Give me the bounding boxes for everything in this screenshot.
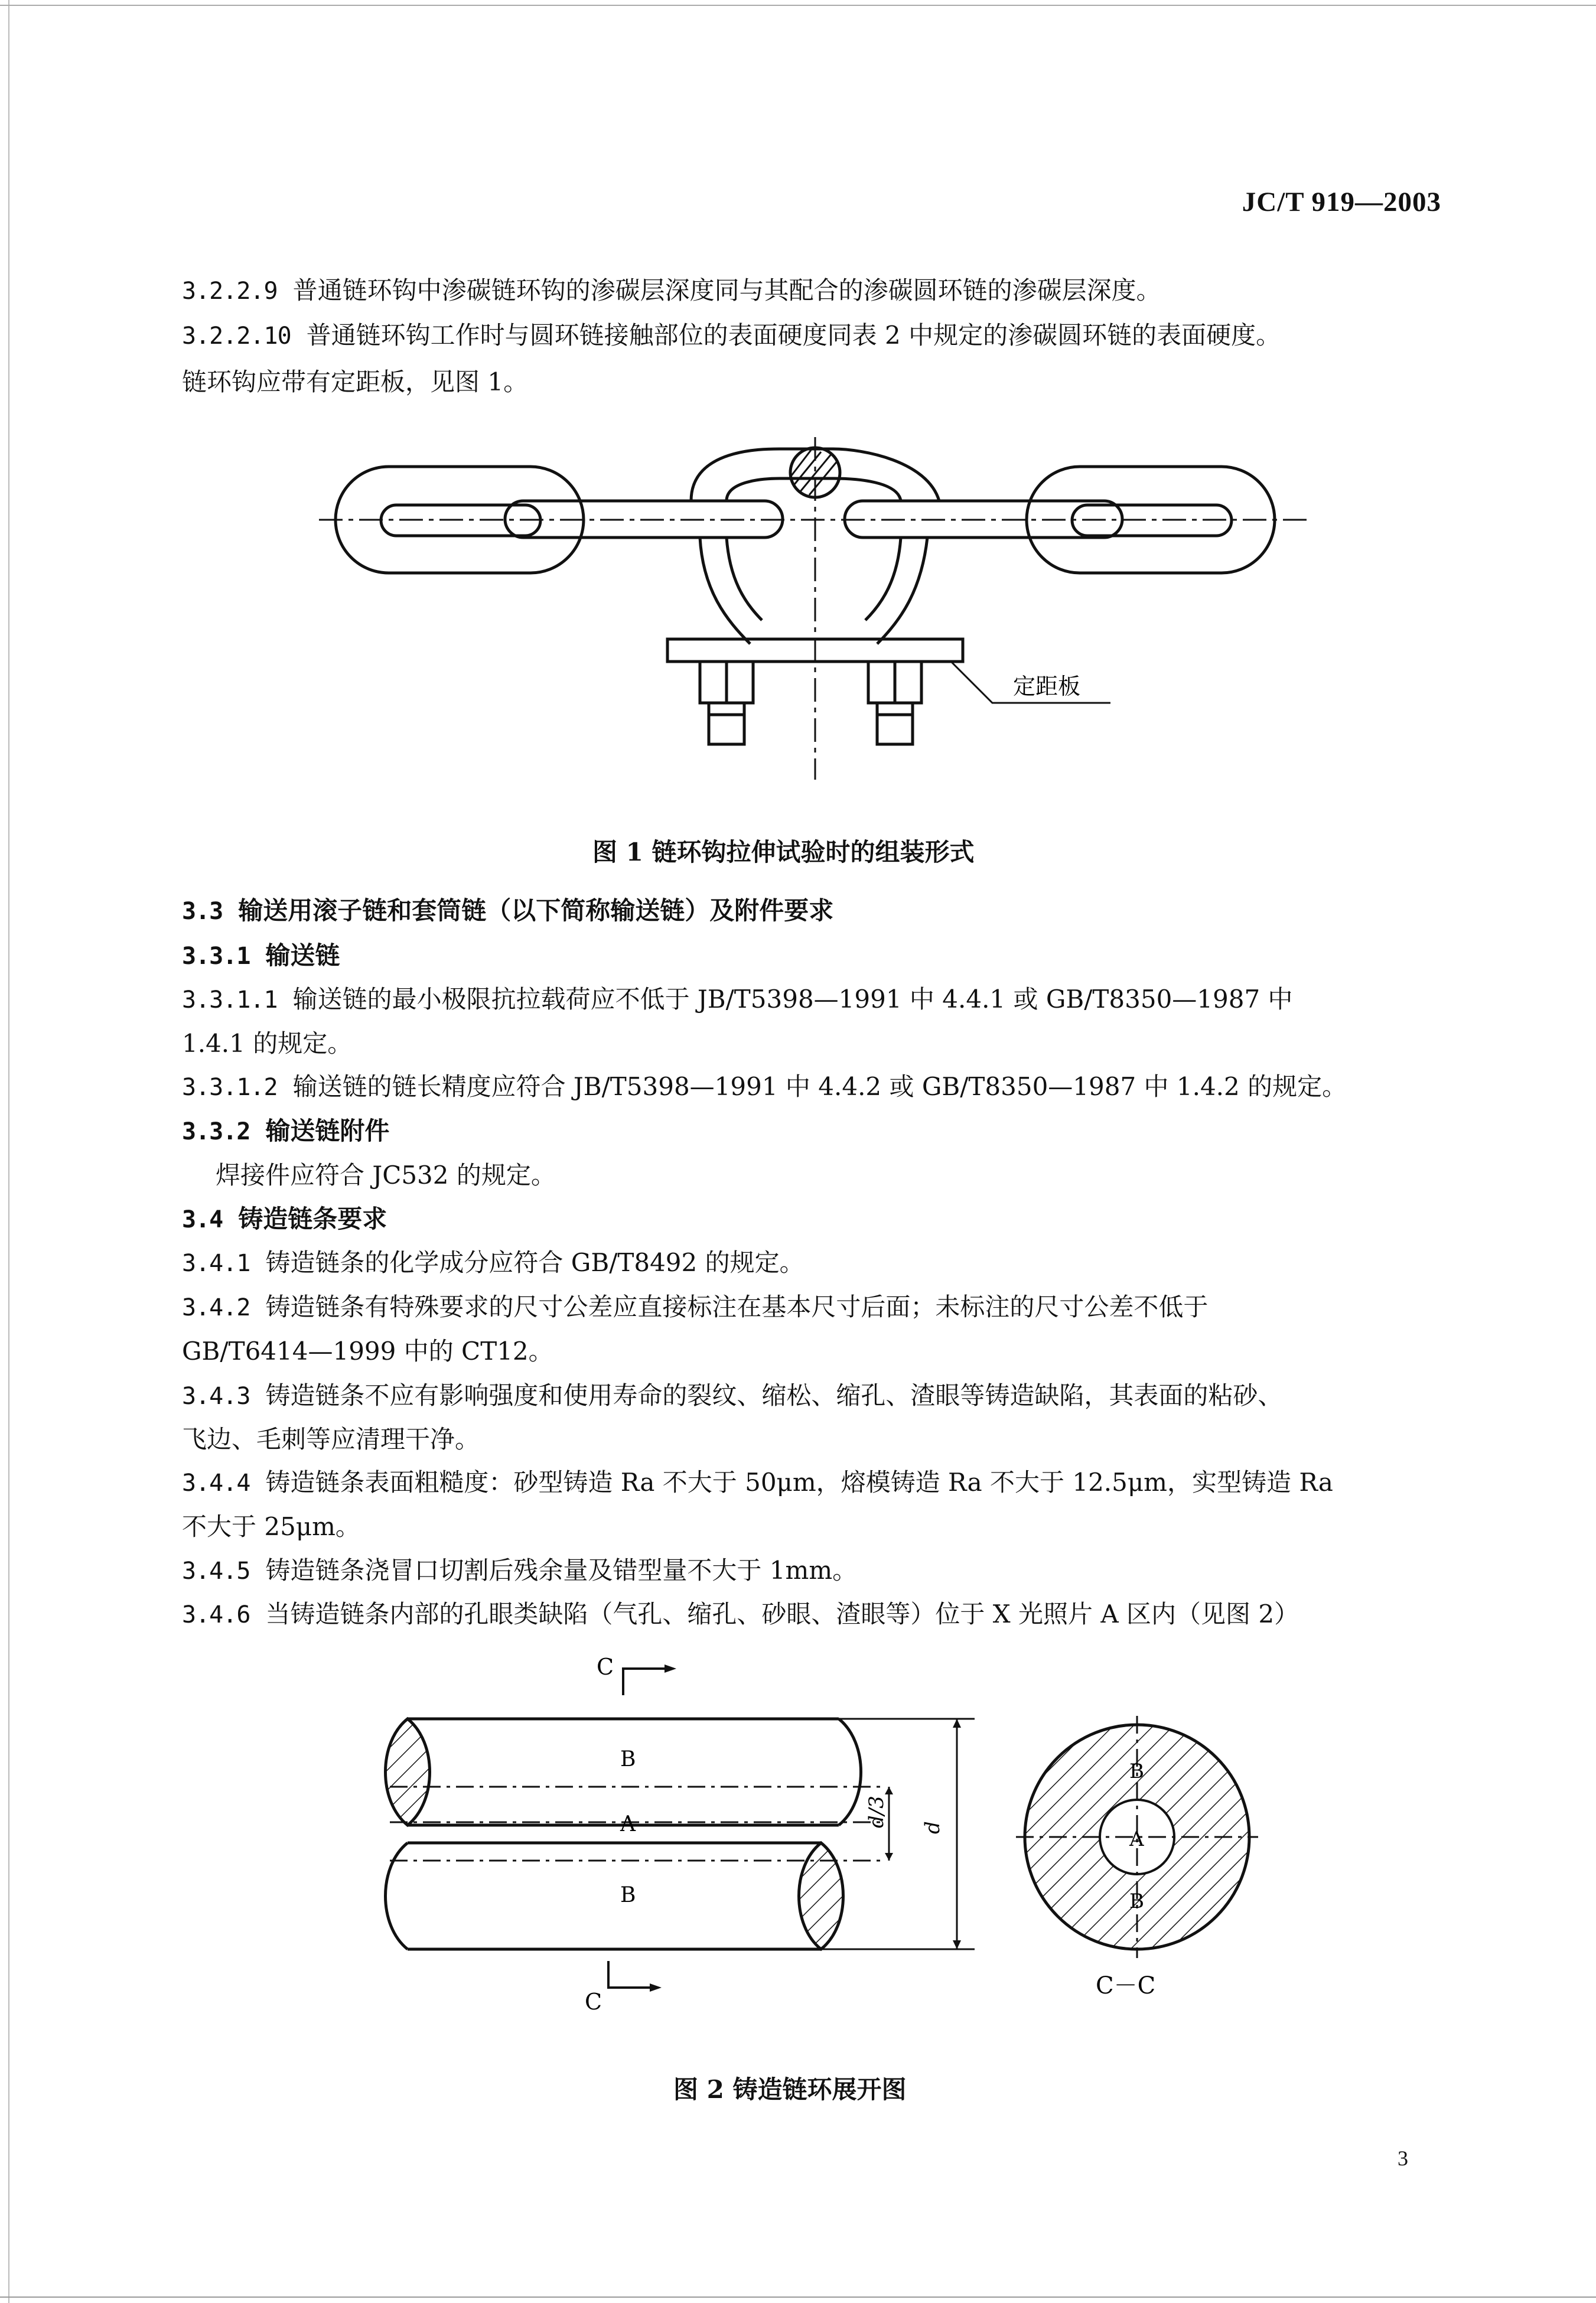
dimension-d-third: d/3 (865, 1796, 888, 1828)
clause-continuation: 飞边、毛刺等应清理干净。 (182, 1425, 480, 1454)
clause-text: 普通链环钩中渗碳链环钩的渗碳层深度同与其配合的渗碳圆环链的渗碳层深度。 (292, 276, 1161, 305)
clause-3-2-2-9 (182, 269, 1161, 313)
section-label-b-top: B (1129, 1760, 1144, 1783)
clause-text: 铸造链条的化学成分应符合 GB/T8492 的规定。 (265, 1248, 804, 1277)
clause-continuation: GB/T6414—1999 中的 CT12。 (182, 1337, 553, 1366)
clause-continuation: 1.4.1 的规定。 (182, 1029, 353, 1058)
clause-text: 普通链环钩工作时与圆环链接触部位的表面硬度同表 2 中规定的渗碳圆环链的表面硬度。 (306, 321, 1281, 350)
clause-3-3-1-2 (182, 1065, 1347, 1109)
clause-3-4-6 (182, 1592, 1299, 1637)
page-number: 3 (1398, 2146, 1408, 2170)
zone-label-a: A (620, 1812, 636, 1836)
dimension-d: d (921, 1821, 944, 1834)
figure-1-chain-hook-assembly (313, 425, 1317, 791)
clause-number: 3.3.1.1 (182, 986, 278, 1014)
clause-3-3-1 (182, 934, 340, 978)
clause-3-4-5 (182, 1549, 857, 1593)
plate-label: 定距板 (1013, 673, 1081, 699)
clause-text: 铸造链条有特殊要求的尺寸公差应直接标注在基本尺寸后面；未标注的尺寸公差不低于 (265, 1292, 1209, 1321)
clause-number: 3.2.2.10 (182, 323, 291, 350)
section-title: C－C (1096, 1972, 1156, 1999)
clause-text: 当铸造链条内部的孔眼类缺陷（气孔、缩孔、砂眼、渣眼等）位于 X 光照片 A 区内（见图 2） (265, 1600, 1299, 1628)
section-mark-top: C (597, 1654, 614, 1680)
figure-2-caption: 图 2 铸造链环展开图 (673, 2075, 907, 2104)
clause-3-4-2 (182, 1285, 1208, 1330)
clause-number: 3.4.2 (182, 1294, 250, 1321)
bottom-edge-line (0, 2297, 1596, 2298)
zone-label-b-bottom: B (620, 1883, 636, 1907)
figure-2-cast-link-development (354, 1642, 1299, 2020)
clause-3-4 (182, 1197, 387, 1242)
clause-text: 铸造链条表面粗糙度：砂型铸造 Ra 不大于 50μm，熔模铸造 Ra 不大于 12.5μm，实型铸造 Ra (265, 1468, 1333, 1497)
clause-text: 输送链附件 (265, 1116, 390, 1145)
clause-number: 3.4.1 (182, 1250, 250, 1277)
zone-label-b-top: B (620, 1747, 636, 1771)
clause-number: 3.4.3 (182, 1383, 250, 1410)
section-label-b-bottom: B (1129, 1890, 1144, 1913)
clause-number: 3.4 (182, 1206, 223, 1233)
clause-number: 3.3.1 (182, 943, 250, 970)
clause-3-2-2-10 (182, 314, 1281, 358)
clause-text: 输送链的最小极限抗拉载荷应不低于 JB/T5398—1991 中 4.4.1 或 GB/T8350—1987 中 (292, 985, 1293, 1014)
standard-code: JC/T 919—2003 (1242, 187, 1441, 217)
clause-body-line: 焊接件应符合 JC532 的规定。 (216, 1161, 556, 1190)
clause-continuation: 链环钩应带有定距板，见图 1。 (182, 367, 529, 396)
clause-text: 铸造链条不应有影响强度和使用寿命的裂纹、缩松、缩孔、渣眼等铸造缺陷，其表面的粘砂、 (265, 1381, 1283, 1410)
clause-number: 3.3.2 (182, 1118, 250, 1145)
clause-3-4-1 (182, 1241, 804, 1285)
clause-number: 3.4.5 (182, 1558, 250, 1585)
clause-3-3-2 (182, 1109, 389, 1154)
clause-text: 铸造链条浇冒口切割后残余量及错型量不大于 1mm。 (265, 1556, 858, 1585)
clause-text: 输送用滚子链和套筒链（以下简称输送链）及附件要求 (238, 896, 834, 925)
clause-number: 3.4.6 (182, 1601, 250, 1628)
section-label-a: A (1129, 1828, 1144, 1851)
clause-number: 3.3 (182, 898, 223, 925)
figure-1-caption: 图 1 链环钩拉伸试验时的组装形式 (592, 838, 975, 867)
clause-number: 3.2.2.9 (182, 278, 278, 305)
section-mark-bottom: C (585, 1989, 602, 2015)
clause-number: 3.4.4 (182, 1470, 250, 1497)
clause-3-4-3 (182, 1374, 1282, 1418)
clause-text: 输送链的链长精度应符合 JB/T5398—1991 中 4.4.2 或 GB/T8350—1987 中 1.4.2 的规定。 (292, 1072, 1347, 1101)
clause-text: 铸造链条要求 (238, 1204, 387, 1233)
clause-3-3 (182, 889, 833, 933)
left-edge-line (8, 0, 9, 2303)
clause-3-4-4 (182, 1461, 1333, 1505)
clause-text: 输送链 (265, 941, 340, 970)
clause-3-3-1-1 (182, 978, 1293, 1022)
top-edge-line (0, 5, 1596, 6)
clause-number: 3.3.1.2 (182, 1074, 278, 1101)
clause-continuation: 不大于 25μm。 (182, 1512, 360, 1541)
